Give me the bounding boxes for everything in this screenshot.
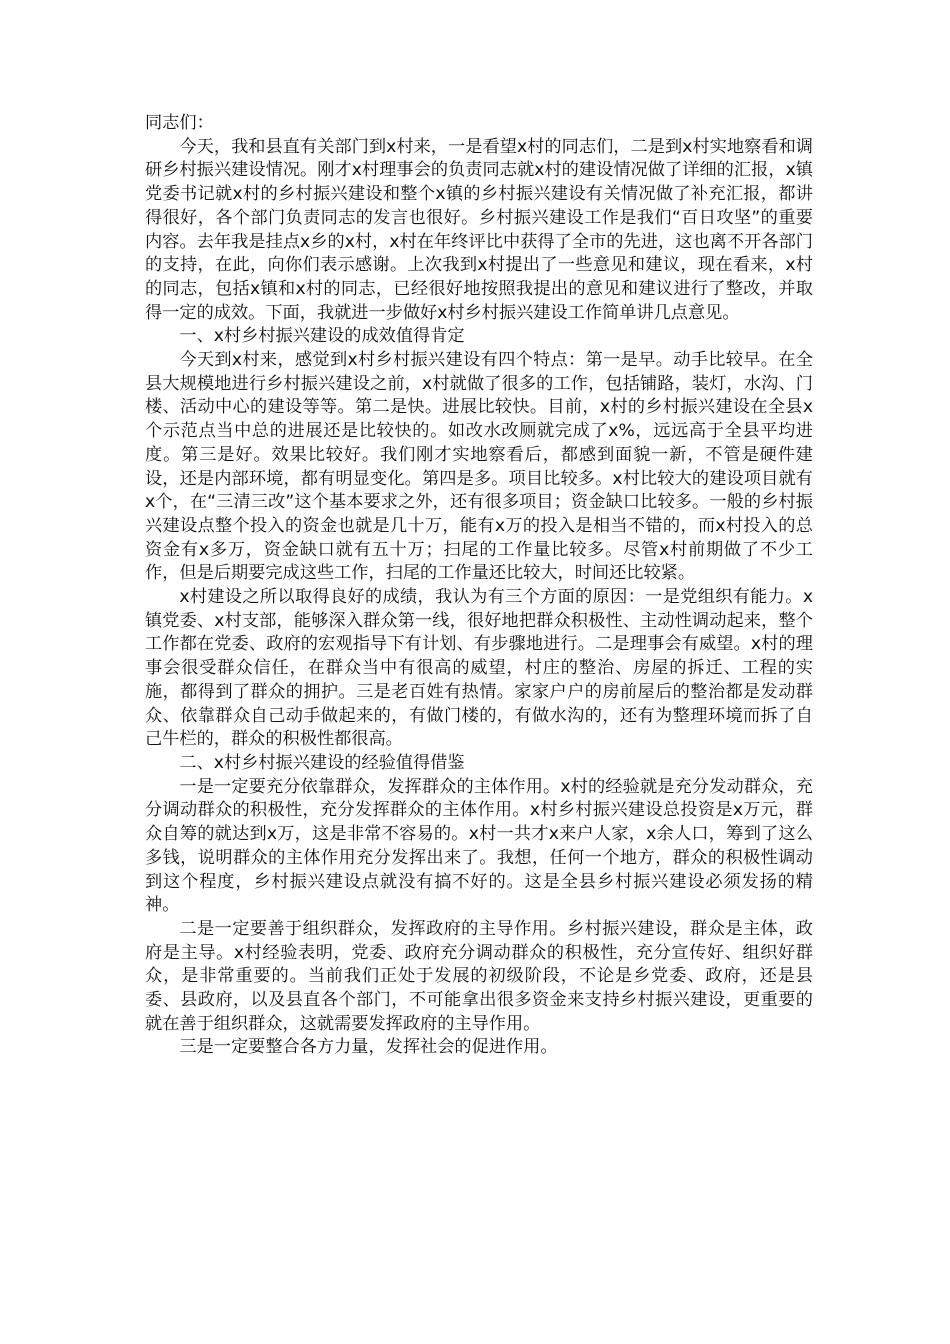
section2-paragraph-1: 一是一定要充分依靠群众，发挥群众的主体作用。x村的经验就是充分发动群众，充分调动群众的积极性，充分发挥群众的主体作用。x村乡村振兴建设总投资是x万元，群众自筹的就达到x万，这是非常不容易的。x村一共才x来户人家，x余人口，筹到了这么多钱，说明群众的主体作用充分发挥出来了。我想，任何一个地方，群众的积极性调动到这个程度，乡村振兴建设点就没有搞不好的。这是全县乡村振兴建设必须发扬的精神。 — [145, 776, 813, 916]
section2-paragraph-3: 三是一定要整合各方力量，发挥社会的促进作用。 — [179, 1037, 558, 1058]
section1-paragraph-2: x村建设之所以取得良好的成绩，我认为有三个方面的原因：一是党组织有能力。x镇党委、x村支部，能够深入群众第一线，很好地把群众积极性、主动性调动起来，整个工作都在党委、政府的宏观指导下有计划、有步骤地进行。二是理事会有威望。x村的理事会很受群众信任，在群众当中有很高的威望，村庄的整治、房屋的拆迁、工程的实施，都得到了群众的拥护。三是老百姓有热情。家家户户的房前屋后的整治都是发动群众、依靠群众自己动手做起来的，有做门楼的，有做水沟的，还有为整理环境而拆了自己牛栏的，群众的积极性都很高。 — [145, 587, 813, 750]
document-page — [145, 112, 813, 1060]
section1-paragraph-1: 今天到x村来，感觉到x村乡村振兴建设有四个特点：第一是早。动手比较早。在全县大规模地进行乡村振兴建设之前，x村就做了很多的工作，包括铺路，装灯，水沟、门楼、活动中心的建设等等。第二是快。进展比较快。目前，x村的乡村振兴建设在全县x个示范点当中总的进展还是比较快的。如改水改厕就完成了x%，远远高于全县平均进度。第三是好。效果比较好。我们刚才实地察看后，都感到面貌一新，不管是硬件建设，还是内部环境，都有明显变化。第四是多。项目比较多。x村比较大的建设项目就有x个，在“三清三改”这个基本要求之外，还有很多项目；资金缺口比较多。一般的乡村振兴建设点整个投入的资金也就是几十万，能有x万的投入是相当不错的，而x村投入的总资金有x多万，资金缺口就有五十万；扫尾的工作量比较多。尽管x村前期做了不少工作，但是后期要完成这些工作，扫尾的工作量还比较大，时间还比较紧。 — [145, 350, 813, 584]
section-heading-2: 二、x村乡村振兴建设的经验值得借鉴 — [179, 752, 465, 773]
salutation: 同志们： — [145, 113, 214, 133]
section2-paragraph-2: 二是一定要善于组织群众，发挥政府的主导作用。乡村振兴建设，群众是主体，政府是主导。x村经验表明，党委、政府充分调动群众的积极性，充分宣传好、组织好群众，是非常重要的。当前我们正处于发展的初级阶段，不论是乡党委、政府，还是县委、县政府，以及县直各个部门，不可能拿出很多资金来支持乡村振兴建设，更重要的就在善于组织群众，这就需要发挥政府的主导作用。 — [145, 918, 813, 1034]
intro-paragraph: 今天，我和县直有关部门到x村来，一是看望x村的同志们，二是到x村实地察看和调研乡村振兴建设情况。刚才x村理事会的负责同志就x村的建设情况做了详细的汇报，x镇党委书记就x村的乡村振兴建设和整个x镇的乡村振兴建设有关情况做了补充汇报，都讲得很好，各个部门负责同志的发言也很好。乡村振兴建设工作是我们“百日攻坚”的重要内容。去年我是挂点x乡的x村，x村在年终评比中获得了全市的先进，这也离不开各部门的支持，在此，向你们表示感谢。上次我到x村提出了一些意见和建议，现在看来，x村的同志，包括x镇和x村的同志，已经很好地按照我提出的意见和建议进行了整改，并取得一定的成效。下面，我就进一步做好x村乡村振兴建设工作简单讲几点意见。 — [145, 136, 813, 323]
section-heading-1: 一、x村乡村振兴建设的成效值得肯定 — [179, 326, 465, 347]
